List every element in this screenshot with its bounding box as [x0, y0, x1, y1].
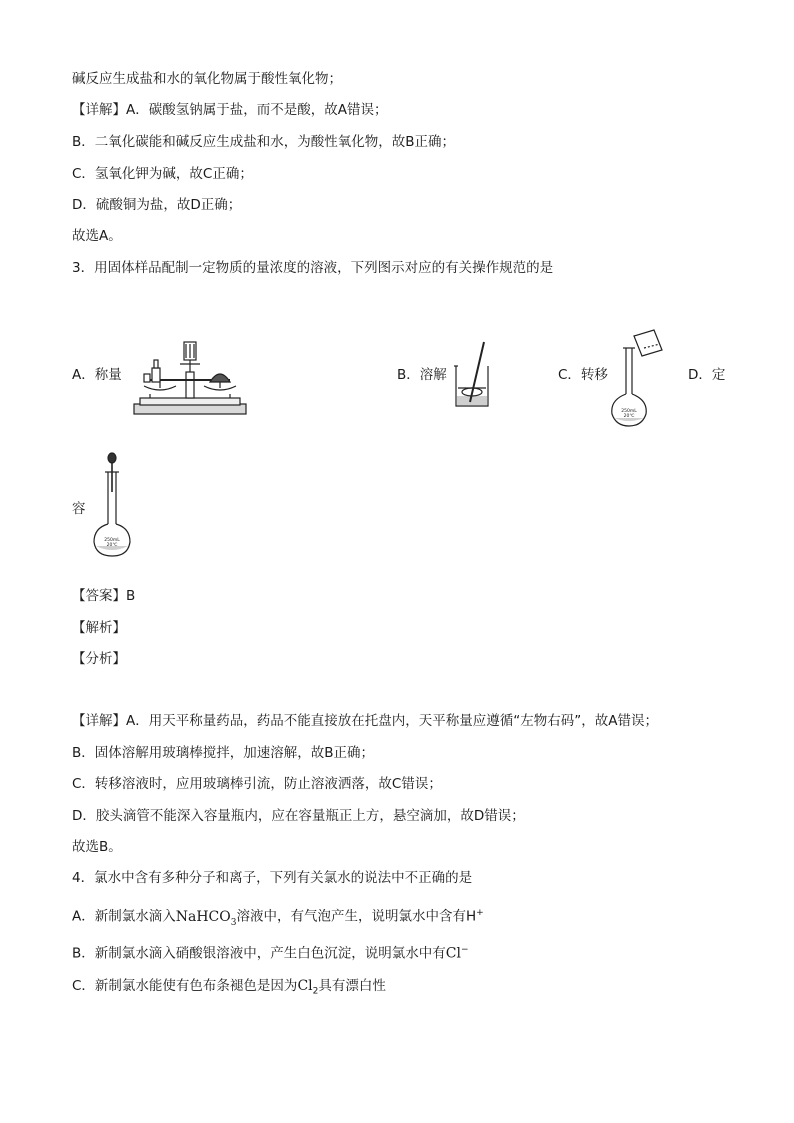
jiexi-tag: 【解析】 [72, 620, 126, 636]
text-line: C．氢氧化钾为碱，故C正确； [72, 166, 253, 182]
q4-b-ion: Cl [445, 945, 461, 962]
question-4-stem: 4．氯水中含有多种分子和离子，下列有关氯水的说法中不正确的是 [72, 870, 473, 886]
option-b-label: B．溶解 [397, 367, 447, 383]
formula-superscript: − [460, 945, 469, 955]
text-line [72, 101, 387, 119]
q4-b-prefix: B．新制氯水滴入硝酸银溶液中，产生白色沉淀，说明氯水中有 [72, 945, 446, 962]
option-d-label-cont: 容 [72, 501, 86, 517]
text-line: B．固体溶解用玻璃棒搅拌，加速溶解，故B正确； [72, 745, 375, 761]
option-a-label: A．称量 [72, 367, 122, 383]
option-c-label: C．转移 [558, 367, 608, 383]
q4-c-prefix: C．新制氯水能使有色布条褪色是因为 [72, 978, 298, 994]
beaker-illustration [452, 340, 492, 410]
option-d-label: D．定 [688, 367, 726, 383]
text-line [72, 712, 658, 730]
q4-a-formula [175, 908, 237, 928]
text-line: 故选B。 [72, 839, 122, 855]
text-line: 故选A。 [72, 228, 122, 244]
q4-a-suffix: 溶液中，有气泡产生，说明氯水中含有H [236, 908, 477, 925]
question-3-stem: 3．用固体样品配制一定物质的量浓度的溶液，下列图示对应的有关操作规范的是 [72, 260, 554, 276]
detail-text: A．用天平称量药品，药品不能直接放在托盘内，天平称量应遵循“左物右码”，故A错误； [126, 713, 658, 729]
text-line: C．转移溶液时，应用玻璃棒引流，防止溶液洒落，故C错误； [72, 776, 442, 792]
flask-d-temp-text: 20℃ [106, 543, 118, 548]
answer-value: B [126, 588, 136, 604]
flask-dropper-illustration [90, 452, 134, 560]
q4-a-prefix: A．新制氯水滴入 [72, 908, 176, 925]
flask-c-temp-text: 20℃ [623, 414, 635, 419]
flask-c-volume-text: 250mL [621, 409, 637, 414]
formula-subscript: 3 [230, 917, 237, 928]
balance-illustration [130, 336, 250, 422]
text-line: B．二氧化碳能和碱反应生成盐和水，为酸性氧化物，故B正确； [72, 134, 456, 150]
section-tag-detail: 【详解】 [72, 102, 126, 118]
q4-option-b [72, 941, 469, 963]
formula-superscript: + [476, 908, 484, 918]
q4-option-a [72, 904, 484, 931]
q4-c-formula: Cl [297, 978, 313, 994]
detail-text: A．碳酸氢钠属于盐，而不是酸，故A错误； [126, 102, 388, 118]
flask-d-volume-text: 250mL [104, 538, 120, 543]
text-line: 碱反应生成盐和水的氧化物属于酸性氧化物； [72, 71, 342, 87]
answer-line [72, 587, 135, 605]
formula-subscript: 2 [312, 986, 319, 997]
text-line: D．硫酸铜为盐，故D正确； [72, 197, 242, 213]
q4-option-c [72, 977, 386, 1001]
answer-tag: 【答案】 [72, 588, 126, 604]
q4-c-suffix: 具有漂白性 [318, 978, 386, 994]
flask-transfer-illustration [606, 328, 668, 430]
fenxi-tag: 【分析】 [72, 651, 126, 667]
text-line: D．胶头滴管不能深入容量瓶内，应在容量瓶正上方，悬空滴加，故D错误； [72, 808, 525, 824]
formula-main: NaHCO [175, 908, 231, 925]
section-tag-detail: 【详解】 [72, 713, 126, 729]
